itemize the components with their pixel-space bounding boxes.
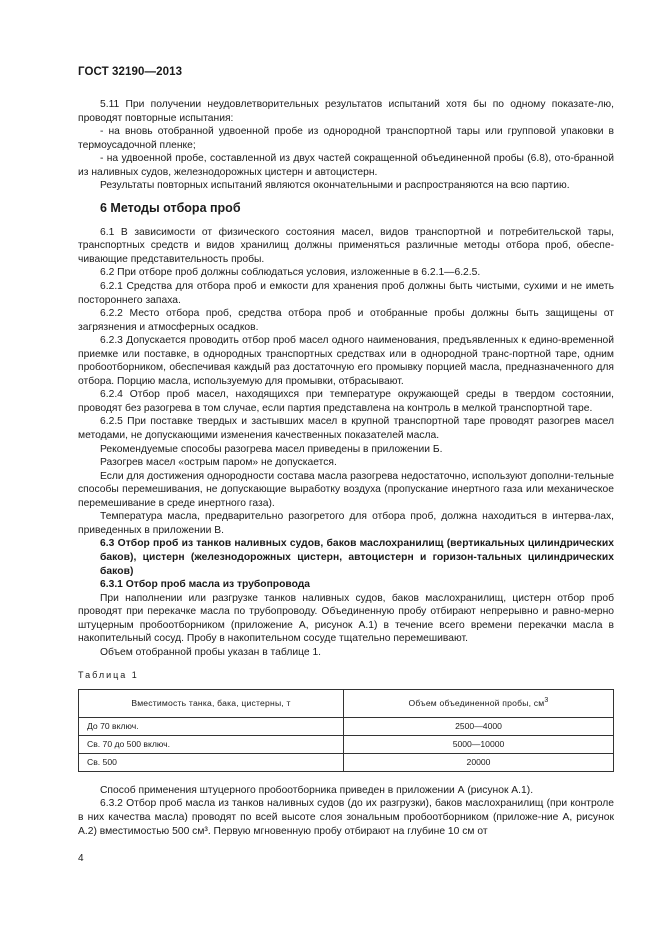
paragraph-heating-methods: Рекомендуемые способы разогрева масел приведены в приложении Б. (100, 443, 443, 455)
paragraph-6-3-2: 6.3.2 Отбор проб масла из танков наливных судов (до их разгрузки), баков маслохранилищ (при контроле в них качества масла) проводят по всей высоте слоя зональным пробоотборником (приложе-ние А, рисунок А.2) вместимостью 500 см³. Первую мгновенную пробу отбирают на глубине 10 см от (78, 798, 614, 837)
table-header-volume-unit: 3 (544, 697, 549, 705)
paragraph-6-2-4: 6.2.4 Отбор проб масел, находящихся при температуре окружающей среды в твердом состоянии, проводят без разогрева в том случае, если партия представлена на контроль в мелкой транспортной таре. (78, 389, 614, 414)
paragraph-6-2: 6.2 При отборе проб должны соблюдаться условия, изложенные в 6.2.1—6.2.5. (100, 267, 481, 279)
paragraph-steam-heating: Разогрев масел «острым паром» не допускается. (100, 457, 337, 469)
paragraph-sampler-usage: Способ применения штуцерного пробоотборника приведен в приложении А (рисунок А.1). (100, 784, 534, 796)
paragraph-6-2-1: 6.2.1 Средства для отбора проб и емкости для хранения проб должны быть чистыми, сухими и не иметь постороннего запаха. (78, 281, 614, 306)
paragraph-6-2-3: 6.2.3 Допускается проводить отбор проб масел одного наименования, предъявленных к едино-временной приемке или поставке, в однородных транспортных средствах или в однородной транс-портной таре, одним пробоотборником, обеспечивая каждый раз достаточную его промывку порцией масла, предназначенного для отбора. Порцию масла, используемую для промывки, отбрасывают. (78, 335, 614, 387)
table-1 (78, 689, 614, 772)
table-cell-capacity: Св. 70 до 500 включ. (79, 735, 344, 753)
table-cell-volume: 20000 (344, 753, 614, 771)
paragraph-5-11: 5.11 При получении неудовлетворительных результатов испытаний хотя бы по одному показате-лю, проводят повторные испытания: (78, 99, 614, 124)
table-header-volume (344, 689, 614, 717)
paragraph-5-11-item-2: - на удвоенной пробе, составленной из двух частей сокращенной объединенной пробы (6.8), ото-бранной из наливных судов, железнодорожных цистерн и автоцистерн. (78, 153, 614, 178)
section-6-title: 6 Методы отбора проб (100, 200, 241, 215)
paragraph-5-11-item-1: - на вновь отобранной удвоенной пробе из однородной транспортной тары или групповой упаковки в термоусадочной пленке; (78, 126, 614, 151)
paragraph-temperature: Температура масла, предварительно разогретого для отбора проб, должна находиться в интерва-лах, приведенных в приложении В. (78, 511, 614, 536)
table-cell-volume: 2500—4000 (344, 717, 614, 735)
table-header-capacity: Вместимость танка, бака, цистерны, т (79, 689, 344, 717)
heading-6-3: 6.3 Отбор проб из танков наливных судов, баков маслохранилищ (вертикальных цилиндрических баков), цистерн (железнодорожных цистерн, автоцистерн и горизон-тальных цилиндрических баков) (100, 538, 614, 577)
table-caption: Таблица 1 (78, 670, 139, 681)
table-cell-capacity: До 70 включ. (79, 717, 344, 735)
paragraph-table-ref: Объем отобранной пробы указан в таблице 1. (100, 646, 322, 658)
table-row (79, 753, 614, 771)
table-cell-capacity: Св. 500 (79, 753, 344, 771)
paragraph-6-3-1: При наполнении или разгрузке танков наливных судов, баков маслохранилищ, цистерн отбор проб проводят при перекачке масла по трубопроводу. Объединенную пробу отбирают непрерывно и равно-мерно штуцерным пробоотборником (приложение А, рисунок А.1) в течение всего времени перекачки масла в накопительный сосуд. Пробу в накопительном сосуде тщательно перемешивают. (78, 592, 614, 645)
paragraph-5-11-result: Результаты повторных испытаний являются окончательными и распространяются на всю партию. (100, 180, 570, 192)
paragraph-6-2-5: 6.2.5 При поставке твердых и застывших масел в крупной транспортной таре проводят разогрев масел методами, не допускающими изменения качественных показателей масла. (78, 416, 614, 442)
document-body (78, 98, 614, 838)
document-header: ГОСТ 32190—2013 (78, 66, 183, 78)
table-row (79, 735, 614, 753)
table-header-row (79, 689, 614, 717)
spacer (78, 772, 614, 784)
heading-6-3-1: 6.3.1 Отбор проб масла из трубопровода (100, 579, 310, 591)
paragraph-6-2-2: 6.2.2 Место отбора проб, средства отбора проб и отобранные пробы должны быть защищены от загрязнения и атмосферных осадков. (78, 308, 614, 333)
paragraph-6-1: 6.1 В зависимости от физического состояния масел, видов транспортной и потребительской тары, транспортных средств и видов хранилищ должны применяться различные методы отбора проб, обеспе-чивающие представительность пробы. (78, 226, 614, 265)
paragraph-mixing: Если для достижения однородности состава масла разогрева недостаточно, используют дополни-тельные способы перемешивания, не допускающие выработку воздуха (пропускание инертного газа или механическое перемешивание в среде инертного газа). (78, 470, 614, 509)
table-header-volume-label: Объем объединенной пробы, см (408, 698, 545, 709)
table-row (79, 717, 614, 735)
page-number: 4 (78, 853, 84, 864)
table-cell-volume: 5000—10000 (344, 735, 614, 753)
